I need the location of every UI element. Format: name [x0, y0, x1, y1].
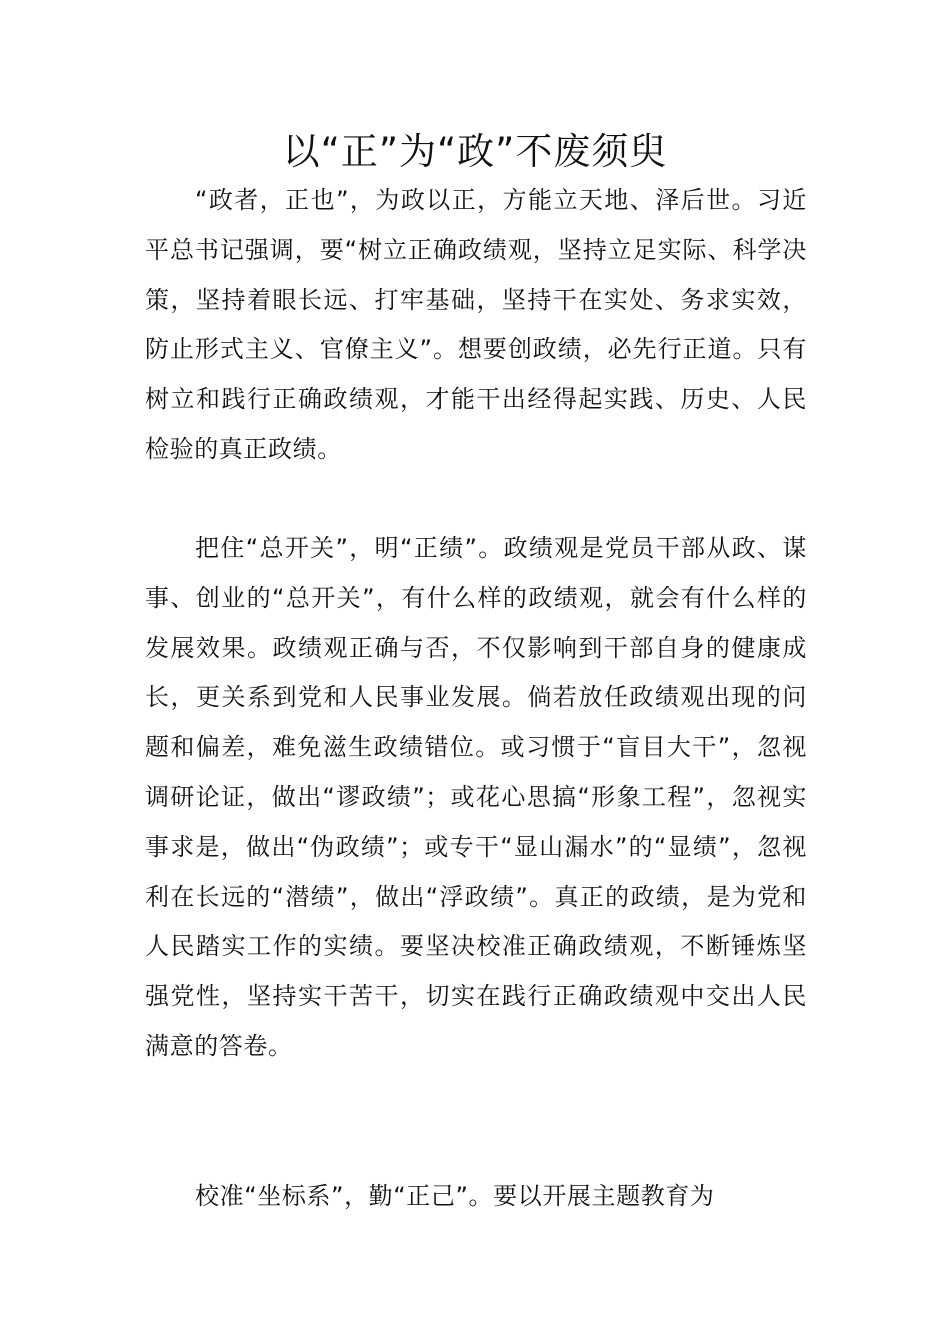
paragraph-1: “政者，正也”，为政以正，方能立天地、泽后世。习近平总书记强调，要“树立正确政绩观，坚持立足实际、科学决策，坚持着眼长远、打牢基础，坚持干在实处、务求实效，防止形式主义、官僚主义”。想要创政绩，必先行正道。只有树立和践行正确政绩观，才能干出经得起实践、历史、人民检验的真正政绩。 — [145, 186, 807, 463]
document-title: 以“正”为“政”不废须臾 — [282, 130, 668, 173]
paragraph-3: 校准“坐标系”，勤“正己”。要以开展主题教育为 — [195, 1182, 715, 1210]
paragraph-2: 把住“总开关”，明“正绩”。政绩观是党员干部从政、谋事、创业的“总开关”，有什么样的政绩观，就会有什么样的发展效果。政绩观正确与否，不仅影响到干部自身的健康成长，更关系到党和人民事业发展。倘若放任政绩观出现的问题和偏差，难免滋生政绩错位。或习惯于“盲目大干”，忽视调研论证，做出“谬政绩”；或花心思搞“形象工程”，忽视实事求是，做出“伪政绩”；或专干“显山漏水”的“显绩”，忽视利在长远的“潜绩”，做出“浮政绩”。真正的政绩，是为党和人民踏实工作的实绩。要坚决校准正确政绩观，不断锤炼坚强党性，坚持实干苦干，切实在践行正确政绩观中交出人民满意的答卷。 — [145, 534, 807, 1060]
